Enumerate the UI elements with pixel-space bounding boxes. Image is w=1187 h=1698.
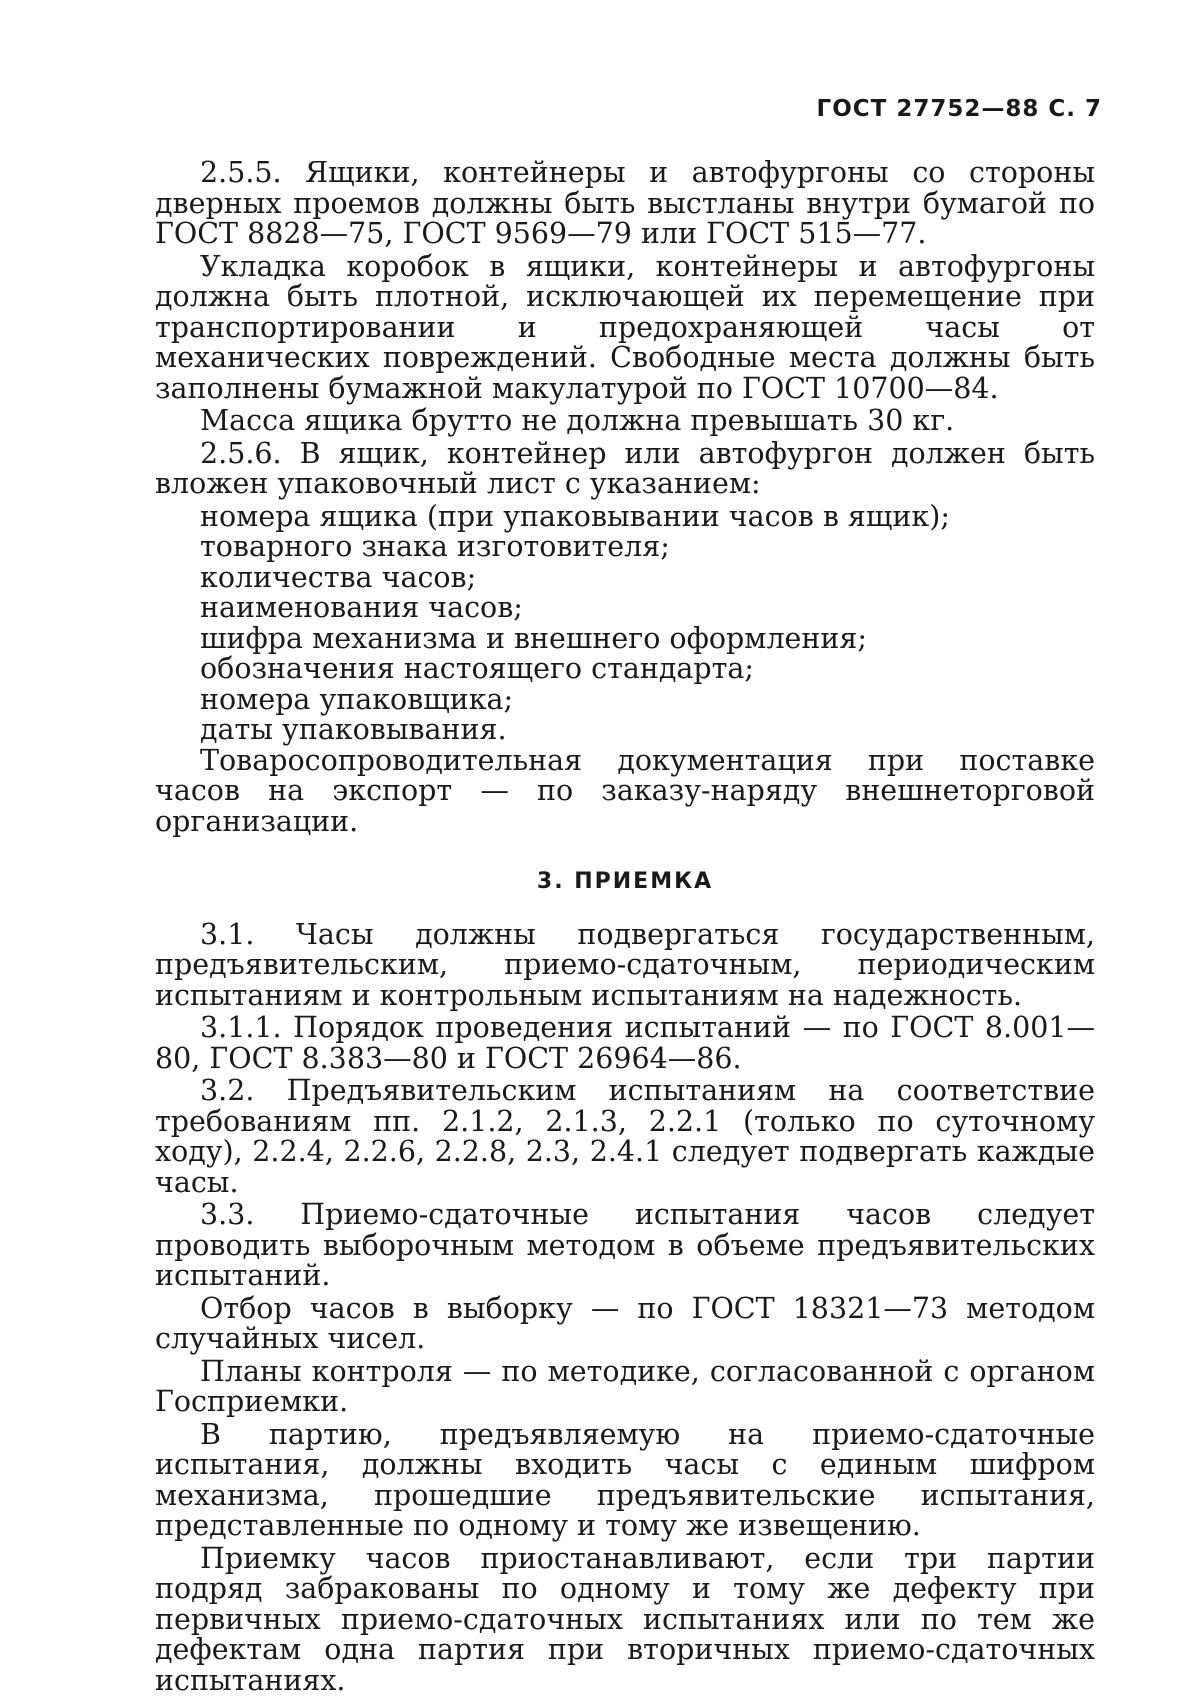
packing-list-items (155, 499, 1095, 746)
paragraph: В партию, предъявляемую на приемо-сдаточные испытания, должны входить часы с единым шифром механизма, прошедшие предъявительские испытания, представленные по одному и тому же извещению. (155, 1417, 1095, 1542)
section-heading: 3. ПРИЕМКА (536, 869, 714, 894)
list-item: наименования часов; (200, 591, 523, 624)
paragraph: Приемку часов приостанавливают, если три партии подряд забракованы по одному и тому же дефекту при первичных приемо-сдаточных испытаниях или по тем же дефектам одна партия при вторичных приемо-сдаточных испытаниях. (155, 1541, 1095, 1697)
paragraph: Отбор часов в выборку — по ГОСТ 18321—73 методом случайных чисел. (155, 1291, 1095, 1355)
list-item: даты упаковывания. (200, 713, 507, 746)
list-item: обозначения настоящего стандарта; (200, 652, 754, 685)
list-item: номера упаковщика; (200, 682, 514, 716)
paragraph: Товаросопроводительная документация при поставке часов на экспорт — по заказу-наряду внешнеторговой организации. (155, 743, 1095, 838)
paragraph: Масса ящика брутто не должна превышать 30 кг. (200, 404, 955, 437)
clause-3-1: 3.1. Часы должны подвергаться государственным, предъявительским, приемо-сдаточным, периодическим испытаниям и контрольным испытаниям на надежность. (155, 917, 1095, 1012)
list-item: товарного знака изготовителя; (200, 530, 670, 563)
list-item: шифра механизма и внешнего оформления; (200, 621, 867, 655)
paragraph: Планы контроля — по методике, согласованной с органом Госприемки. (155, 1354, 1095, 1418)
running-header: ГОСТ 27752—88 С. 7 (816, 96, 1102, 122)
document-body (155, 158, 1095, 1698)
list-item: номера ящика (при упаковывании часов в ящик); (200, 499, 950, 533)
clause-3-3: 3.3. Приемо-сдаточные испытания часов следует проводить выборочным методом в объеме предъявительских испытаний. (155, 1198, 1095, 1292)
clause-2-5-6: 2.5.6. В ящик, контейнер или автофургон должен быть вложен упаковочный лист с указанием: (155, 436, 1095, 500)
clause-3-1-1: 3.1.1. Порядок проведения испытаний — по ГОСТ 8.001—80, ГОСТ 8.383—80 и ГОСТ 26964—86. (155, 1011, 1095, 1075)
paragraph: Укладка коробок в ящики, контейнеры и автофургоны должна быть плотной, исключающей их перемещение при транспортировании и предохраняющей часы от механических повреждений. Свободные места должны быть заполнены бумажной макулатурой по ГОСТ 10700—84. (155, 249, 1095, 405)
clause-2-5-5: 2.5.5. Ящики, контейнеры и автофургоны со стороны дверных проемов должны быть выстланы внутри бумагой по ГОСТ 8828—75, ГОСТ 9569—79 или ГОСТ 515—77. (155, 156, 1095, 250)
list-item: количества часов; (200, 560, 477, 594)
clause-3-2: 3.2. Предъявительским испытаниям на соответствие требованиям пп. 2.1.2, 2.1.3, 2.2.1 (только по суточному ходу), 2.2.4, 2.2.6, 2.2.8, 2.3, 2.4.1 следует подвергать каждые часы. (155, 1074, 1095, 1199)
